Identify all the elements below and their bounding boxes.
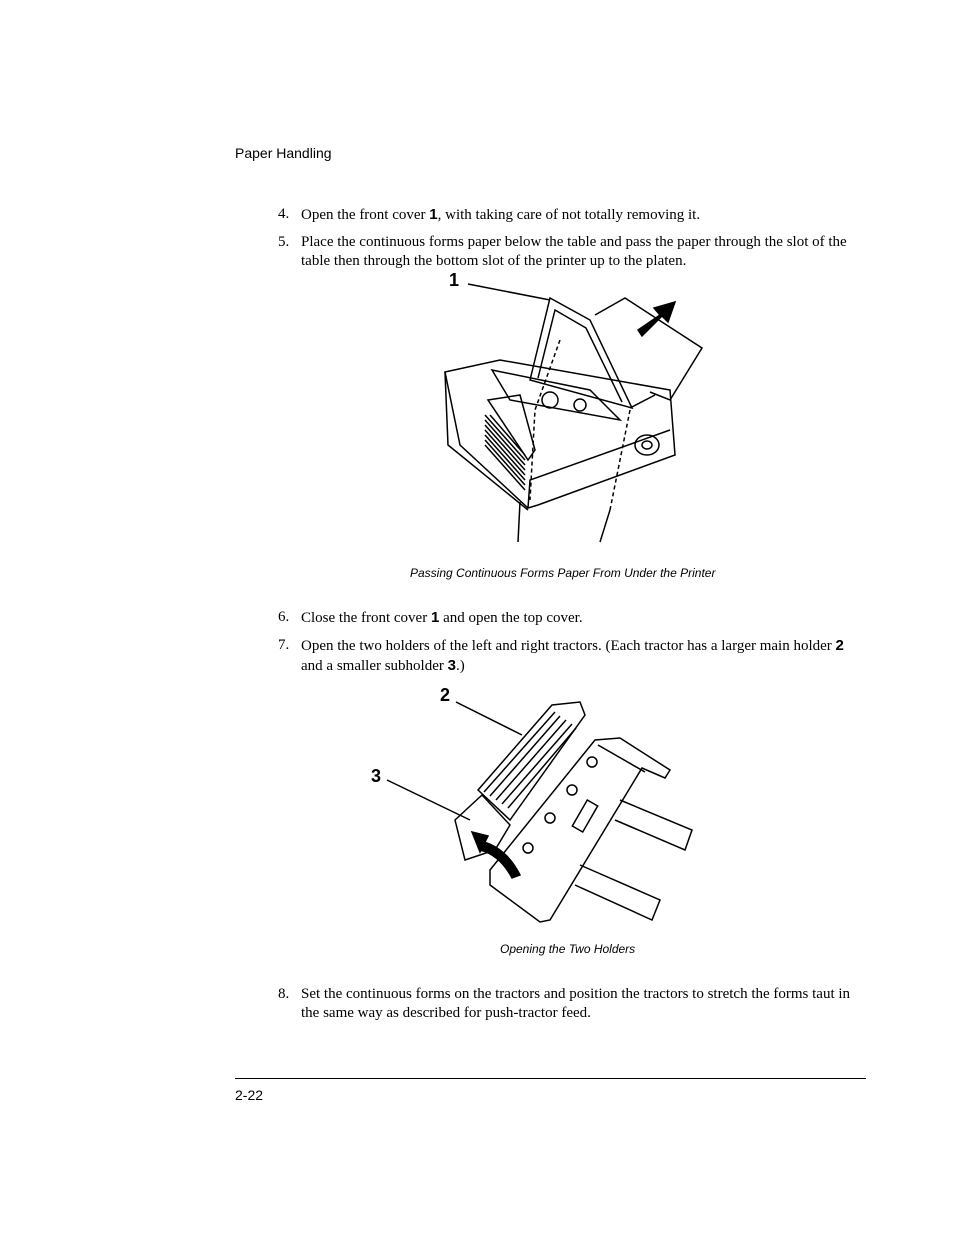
figure-caption: Passing Continuous Forms Paper From Under the Printer [410, 566, 716, 580]
step-4 [278, 205, 868, 225]
step-number: 7. [278, 637, 290, 653]
step-text: Open the two holders of the left and right tractors. (Each tractor has a larger main holder [301, 638, 836, 654]
step-5 [278, 233, 868, 271]
step-number: 8. [278, 986, 290, 1002]
callout-ref: 1 [430, 609, 440, 626]
callout-ref: 2 [835, 637, 844, 654]
figure-callout: 1 [449, 270, 460, 290]
running-header: Paper Handling [235, 145, 332, 161]
step-text: , with taking care of not totally removing it. [437, 207, 701, 223]
step-text: .) [455, 658, 465, 674]
printer-illustration [440, 280, 710, 545]
step-text: Set the continuous forms on the tractors and position the tractors to stretch the forms taut in the same way as described for push-tractor feed. [301, 986, 851, 1021]
step-text: Place the continuous forms paper below the table and pass the paper through the slot of the table then through the bottom slot of the printer up to the platen. [301, 234, 847, 269]
step-text: Close the front cover [301, 610, 431, 626]
step-7 [278, 636, 868, 676]
step-number: 6. [278, 609, 290, 625]
footer-rule [235, 1078, 866, 1079]
step-8 [278, 985, 868, 1023]
callout-ref: 3 [447, 657, 456, 674]
page-number: 2-22 [235, 1087, 264, 1103]
tractor-illustration [380, 690, 700, 930]
figure-callout: 3 [371, 766, 382, 786]
step-number: 4. [278, 206, 290, 222]
callout-ref: 1 [429, 206, 438, 223]
step-number: 5. [278, 234, 290, 250]
step-6 [278, 608, 868, 628]
figure-callout: 2 [440, 685, 451, 705]
step-text: and open the top cover. [439, 610, 583, 626]
figure-caption: Opening the Two Holders [500, 942, 636, 956]
step-text: and a smaller subholder [301, 658, 448, 674]
step-text: Open the front cover [301, 207, 430, 223]
